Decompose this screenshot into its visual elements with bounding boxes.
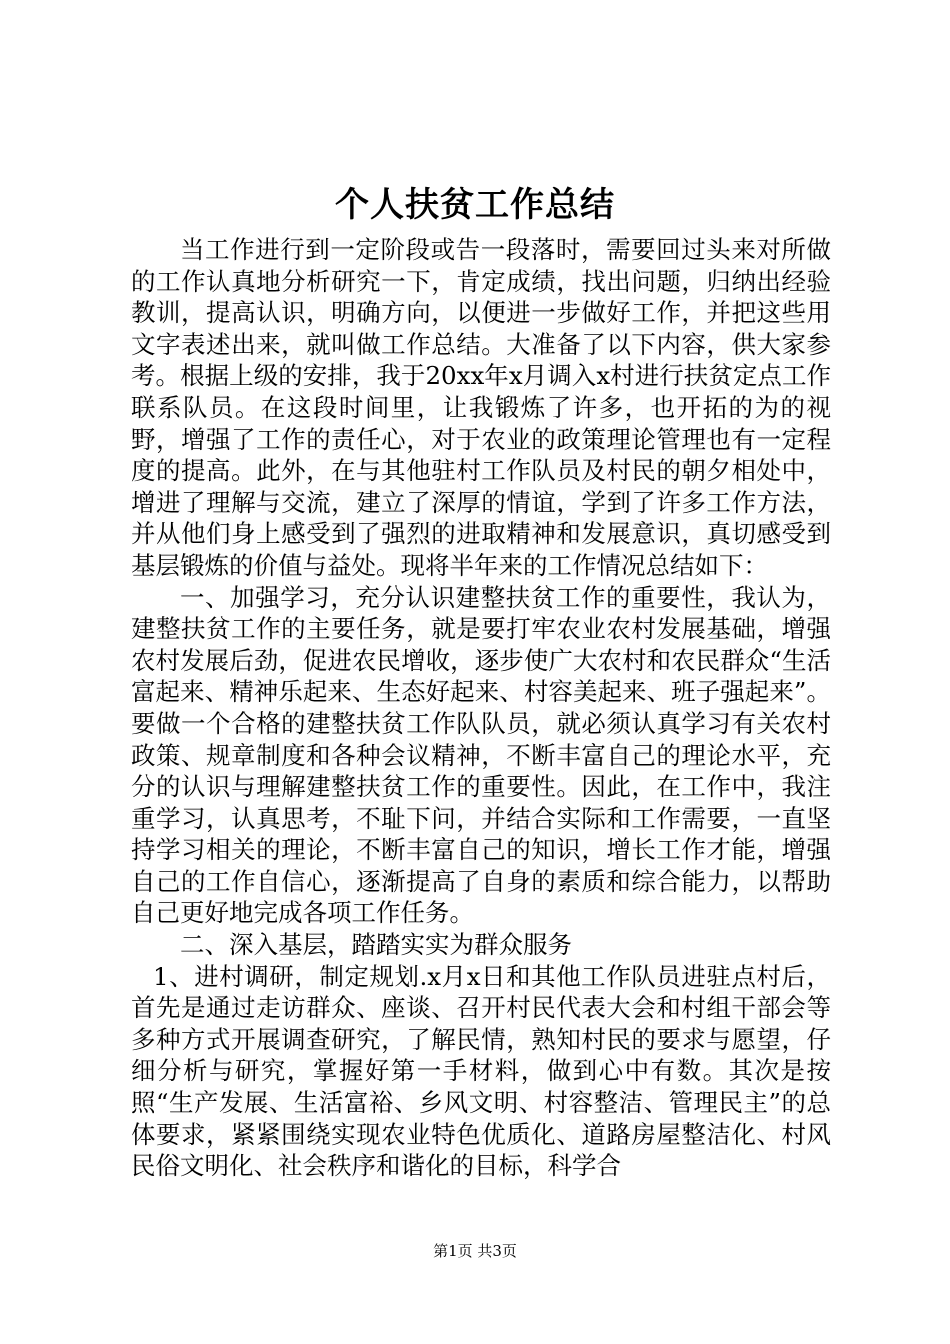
page-footer: 第1页 共3页: [433, 1242, 517, 1260]
document-body: [131, 234, 831, 1182]
paragraph-intro: 当工作进行到一定阶段或告一段落时，需要回过头来对所做的工作认真地分析研究一下，肯定成绩，找出问题，归纳出经验教训，提高认识，明确方向，以便进一步做好工作，并把这些用文字表述出来，就叫做工作总结。大准备了以下内容，供大家参考。根据上级的安排，我于20xx年x月调入x村进行扶贫定点工作联系队员。在这段时间里，让我锻炼了许多，也开拓的为的视野，增强了工作的责任心，对于农业的政策理论管理也有一定程度的提高。此外，在与其他驻村工作队员及村民的朝夕相处中，增进了理解与交流，建立了深厚的情谊，学到了许多工作方法，并从他们身上感受到了强烈的进取精神和发展意识，真切感受到基层锻炼的价值与益处。现将半年来的工作情况总结如下：: [131, 235, 831, 580]
document-title: 个人扶贫工作总结: [335, 185, 615, 225]
paragraph-section-2-heading: 二、深入基层，踏踏实实为群众服务: [180, 930, 572, 960]
paragraph-section-2-item-1: 1、进村调研，制定规划.x月x日和其他工作队员进驻点村后，首先是通过走访群众、座谈、召开村民代表大会和村组干部会等多种方式开展调查研究，了解民情，熟知村民的要求与愿望，仔细分析与研究，掌握好第一手材料，做到心中有数。其次是按照“生产发展、生活富裕、乡风文明、村容整洁、管理民主”的总体要求，紧紧围绕实现农业特色优质化、道路房屋整洁化、村风民俗文明化、社会秩序和谐化的目标，科学合: [131, 961, 831, 1181]
paragraph-section-1: 一、加强学习，充分认识建整扶贫工作的重要性，我认为，建整扶贫工作的主要任务，就是要打牢农业农村发展基础，增强农村发展后劲，促进农民增收，逐步使广大农村和农民群众“生活富起来、精神乐起来、生态好起来、村容美起来、班子强起来”。要做一个合格的建整扶贫工作队队员，就必须认真学习有关农村政策、规章制度和各种会议精神，不断丰富自己的理论水平，充分的认识与理解建整扶贫工作的重要性。因此，在工作中，我注重学习，认真思考，不耻下问，并结合实际和工作需要，一直坚持学习相关的理论，不断丰富自己的知识，增长工作才能，增强自己的工作自信心，逐渐提高了自身的素质和综合能力，以帮助自己更好地完成各项工作任务。: [131, 582, 831, 928]
